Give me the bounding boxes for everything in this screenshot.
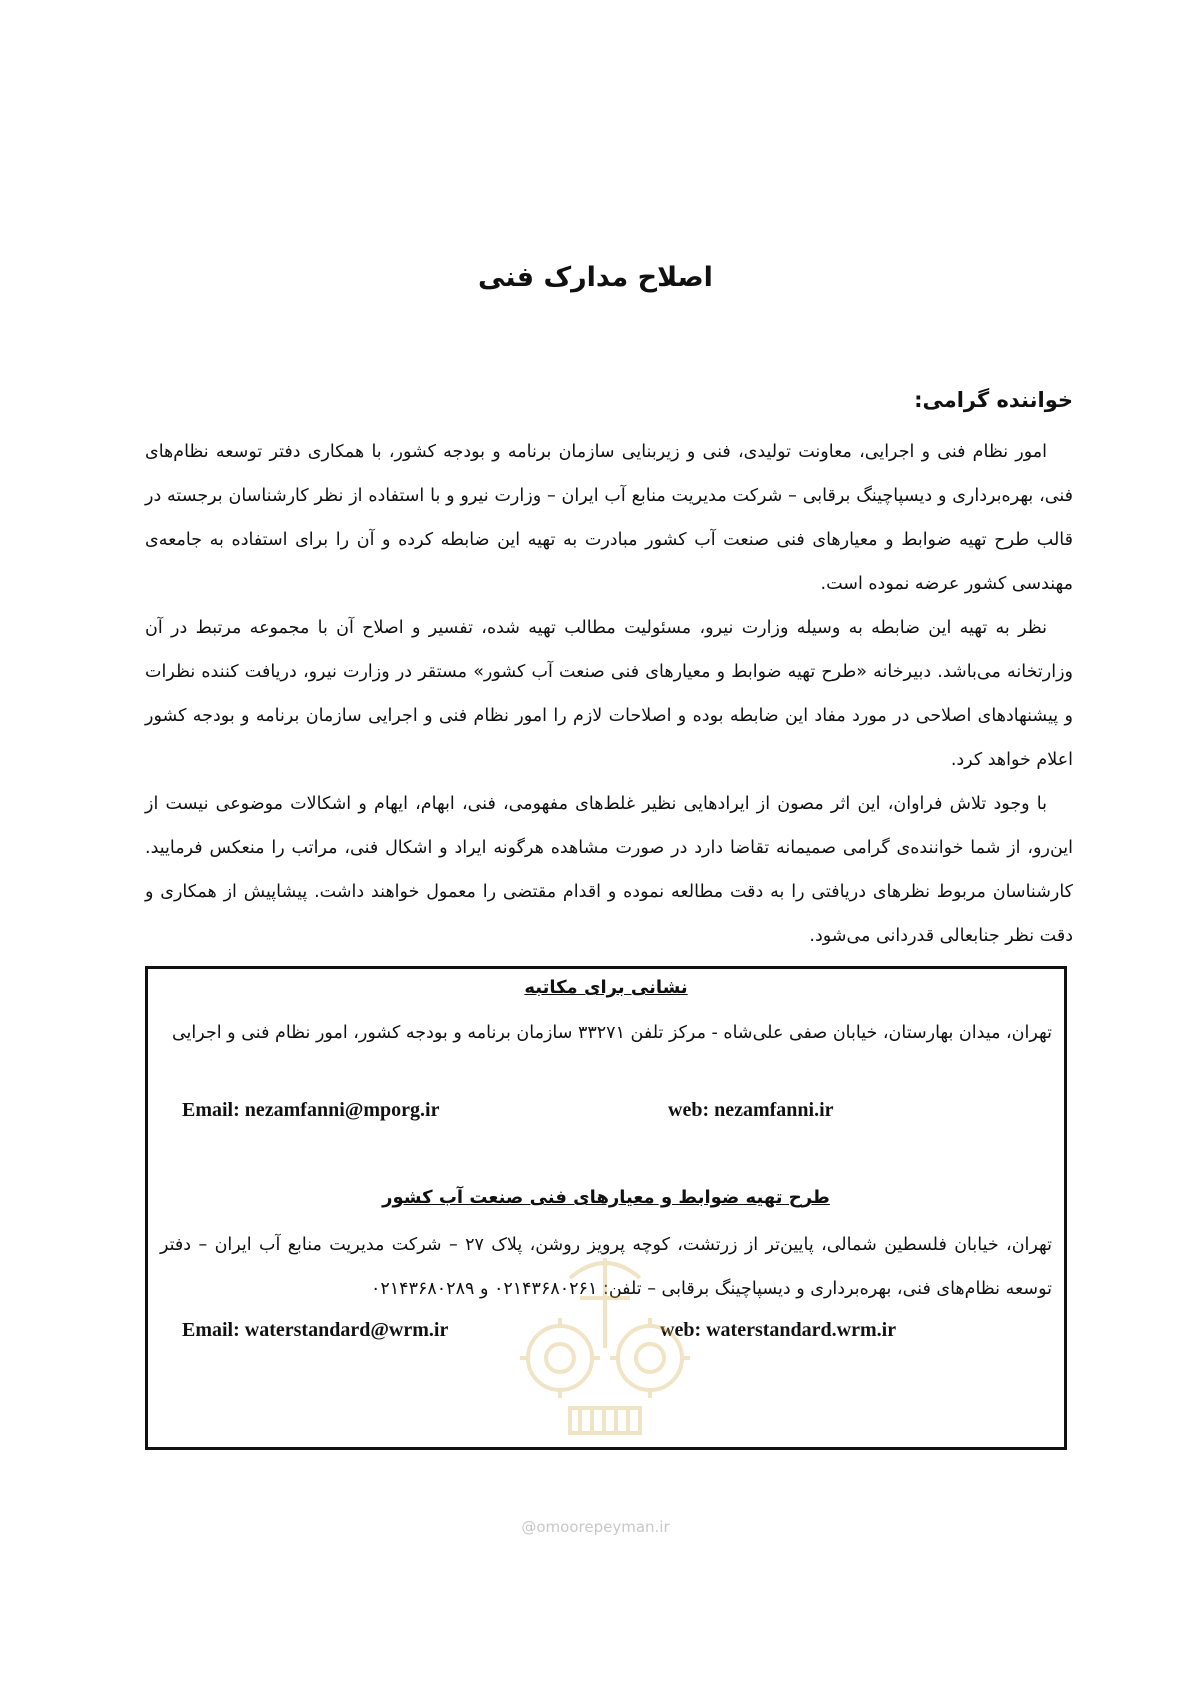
water-project-heading: طرح تهیه ضوابط و معیارهای فنی صنعت آب کشور <box>382 1187 830 1208</box>
water-project-web-link[interactable]: web: waterstandard.wrm.ir <box>660 1319 897 1341</box>
water-project-address: تهران، خیابان فلسطین شمالی، پایین‌تر از زرتشت، کوچه پرویز روشن، پلاک ۲۷ – شرکت مدیریت منابع آب ایران – دفتر توسعه نظام‌های فنی، بهره‌برداری و دیسپاچینگ برقابی – تلفن: ۰۲۱۴۳۶۸۰۲۶۱ و ۰۲۱۴۳۶۸۰۲۸۹ <box>160 1235 1052 1299</box>
correspondence-address: تهران، میدان بهارستان، خیابان صفی علی‌شاه - مرکز تلفن ۳۳۲۷۱ سازمان برنامه و بودجه کشور، امور نظام فنی و اجرایی <box>171 1023 1052 1043</box>
watermark-caption: @omoorepeyman.ir <box>521 1518 670 1536</box>
correspondence-heading: نشانی برای مکاتبه <box>524 977 688 998</box>
correspondence-email-link[interactable]: Email: nezamfanni@mporg.ir <box>182 1099 440 1121</box>
body-text <box>145 430 1073 958</box>
greeting-heading: خواننده گرامی: <box>914 388 1073 412</box>
correspondence-web-link[interactable]: web: nezamfanni.ir <box>668 1099 834 1121</box>
paragraph-2: نظر به تهیه این ضابطه به وسیله وزارت نیرو، مسئولیت مطالب تهیه شده، تفسیر و اصلاح آن با مجموعه مرتبط در آن وزارتخانه می‌باشد. دبیرخانه «طرح تهیه ضوابط و معیارهای فنی صنعت آب کشور» مستقر در وزارت نیرو، دریافت کننده نظرات و پیشنهادهای اصلاحی در مورد مفاد این ضابطه بوده و اصلاحات لازم را امور نظام فنی و اجرایی سازمان برنامه و بودجه کشور اعلام خواهد کرد. <box>145 618 1073 770</box>
paragraph-3: با وجود تلاش فراوان، این اثر مصون از ایرادهایی نظیر غلط‌های مفهومی، فنی، ابهام، ایهام و اشکالات موضوعی نیست از این‌رو، از شما خواننده‌ی گرامی صمیمانه تقاضا دارد در صورت مشاهده هرگونه ایراد و اشکال فنی، مراتب را منعکس فرمایید. کارشناسان مربوط نظرهای دریافتی را به دقت مطالعه نموده و اقدام مقتضی را معمول خواهند داشت. پیشاپیش از همکاری و دقت نظر جنابعالی قدردانی می‌شود. <box>145 794 1073 946</box>
gear-scales-seal-icon <box>500 1238 710 1438</box>
water-project-email-link[interactable]: Email: waterstandard@wrm.ir <box>182 1319 449 1341</box>
page-title: اصلاح مدارک فنی <box>478 262 713 293</box>
paragraph-1: امور نظام فنی و اجرایی، معاونت تولیدی، فنی و زیربنایی سازمان برنامه و بودجه کشور، با همکاری دفتر توسعه نظام‌های فنی، بهره‌برداری و دیسپاچینگ برقابی – شرکت مدیریت منابع آب ایران – وزارت نیرو و با استفاده از نظر کارشناسان برجسته در قالب طرح تهیه ضوابط و معیارهای فنی صنعت آب کشور مبادرت به تهیه این ضابطه کرده و آن را برای استفاده به جامعه‌ی مهندسی کشور عرضه نموده است. <box>145 442 1073 594</box>
